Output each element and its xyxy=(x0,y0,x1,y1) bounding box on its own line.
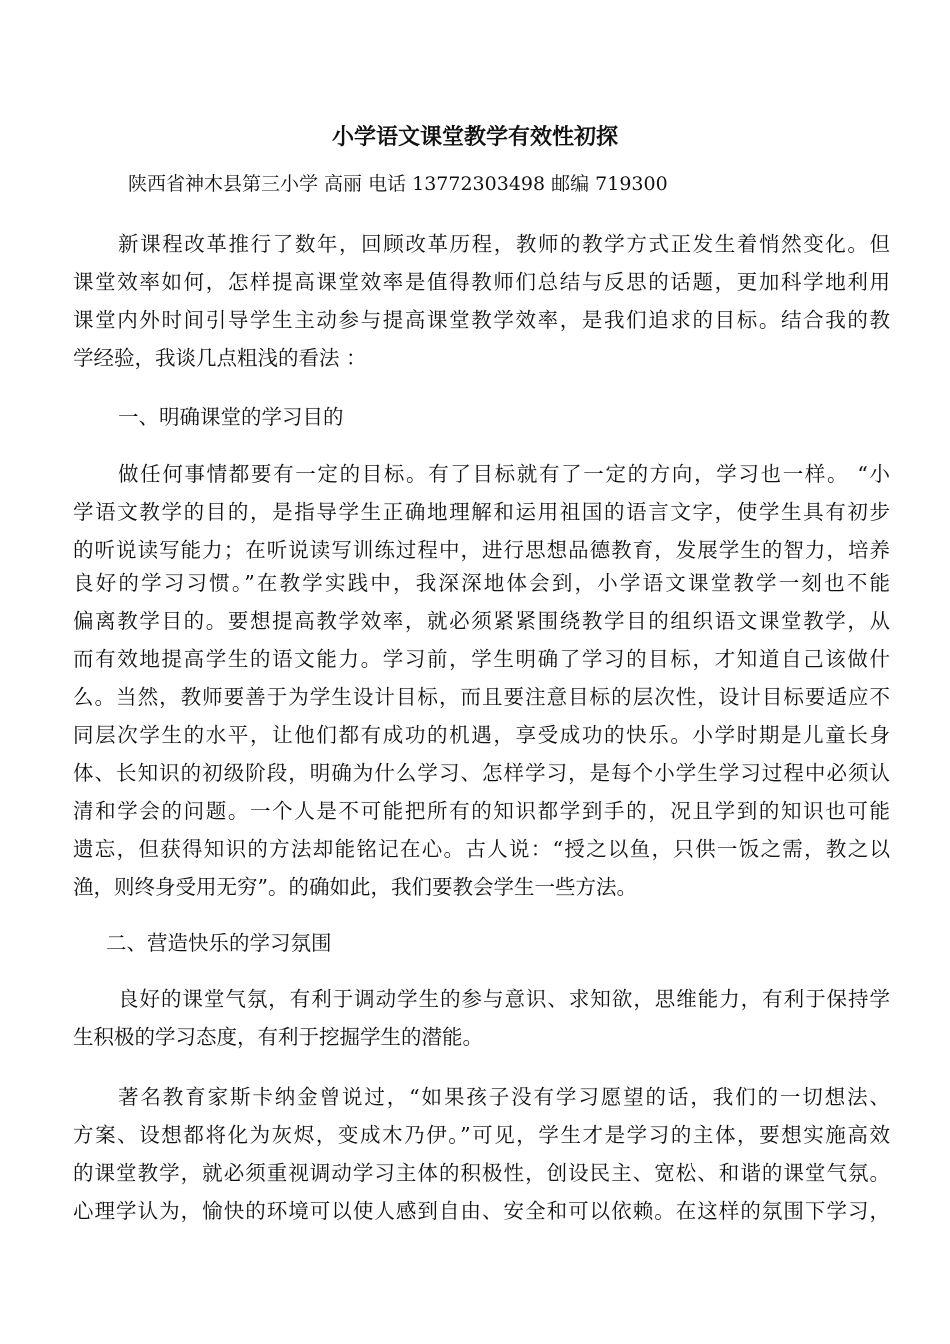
paragraph-2-line: 的听说读写能力；在听说读写训练过程中，进行思想品德教育，发展学生的智力，培养 xyxy=(73,538,890,562)
paragraph-1-line: 新课程改革推行了数年，回顾改革历程，教师的教学方式正发生着悄然变化。但 xyxy=(118,232,890,256)
paragraph-2-line: 良好的学习习惯。”在教学实践中，我深深地体会到，小学语文课堂教学一刻也不能 xyxy=(73,571,890,595)
paragraph-4-line: 的课堂教学，就必须重视调动学习主体的积极性，创设民主、宽松、和谐的课堂气氛。 xyxy=(73,1161,890,1185)
paragraph-2-line: 体、长知识的初级阶段，明确为什么学习、怎样学习，是每个小学生学习过程中必须认 xyxy=(73,761,890,785)
paragraph-2-line: 学语文教学的目的，是指导学生正确地理解和运用祖国的语言文字，使学生具有初步 xyxy=(73,500,890,524)
paragraph-2-line: 偏离教学目的。要想提高教学效率，就必须紧紧围绕教学目的组织语文课堂教学，从 xyxy=(73,609,890,633)
paragraph-4-line: 心理学认为，愉快的环境可以使人感到自由、安全和可以依赖。在这样的氛围下学习， xyxy=(73,1199,890,1223)
author-info: 陕西省神木县第三小学 高丽 电话 13772303498 邮编 719300 xyxy=(128,173,668,195)
paragraph-2-line: 清和学会的问题。一个人是不可能把所有的知识都学到手的，况且学到的知识也可能 xyxy=(73,799,890,823)
paragraph-4-line: 方案、设想都将化为灰烬，变成木乃伊。”可见，学生才是学习的主体，要想实施高效 xyxy=(73,1123,890,1147)
paragraph-2-line: 么。当然，教师要善于为学生设计目标，而且要注意目标的层次性，设计目标要适应不 xyxy=(73,685,890,709)
section-heading-2: 二、营造快乐的学习氛围 xyxy=(106,931,332,955)
section-heading-1: 一、明确课堂的学习目的 xyxy=(118,405,344,429)
paragraph-3-line: 良好的课堂气氛，有利于调动学生的参与意识、求知欲，思维能力，有利于保持学 xyxy=(118,987,890,1011)
paragraph-2-line: 遗忘，但获得知识的方法却能铭记在心。古人说：“授之以鱼，只供一饭之需，教之以 xyxy=(73,837,890,861)
paragraph-2-line: 渔，则终身受用无穷”。的确如此，我们要教会学生一些方法。 xyxy=(73,875,637,899)
paragraph-2-line: 做任何事情都要有一定的目标。有了目标就有了一定的方向，学习也一样。 “小 xyxy=(118,462,890,486)
paragraph-2-line: 而有效地提高学生的语文能力。学习前，学生明确了学习的目标，才知道自己该做什 xyxy=(73,647,890,671)
document-title: 小学语文课堂教学有效性初探 xyxy=(331,124,618,150)
paragraph-1-line: 学经验，我谈几点粗浅的看法 ： xyxy=(73,346,367,370)
paragraph-1-line: 课堂内外时间引导学生主动参与提高课堂教学效率，是我们追求的目标。结合我的教 xyxy=(73,308,890,332)
paragraph-3-line: 生积极的学习态度，有利于挖掘学生的潜能。 xyxy=(73,1025,483,1049)
paragraph-1-line: 课堂效率如何，怎样提高课堂效率是值得教师们总结与反思的话题，更加科学地利用 xyxy=(73,270,890,294)
paragraph-2-line: 同层次学生的水平，让他们都有成功的机遇，享受成功的快乐。小学时期是儿童长身 xyxy=(73,723,890,747)
paragraph-4-line: 著名教育家斯卡纳金曾说过，“如果孩子没有学习愿望的话，我们的一切想法、 xyxy=(118,1085,890,1109)
